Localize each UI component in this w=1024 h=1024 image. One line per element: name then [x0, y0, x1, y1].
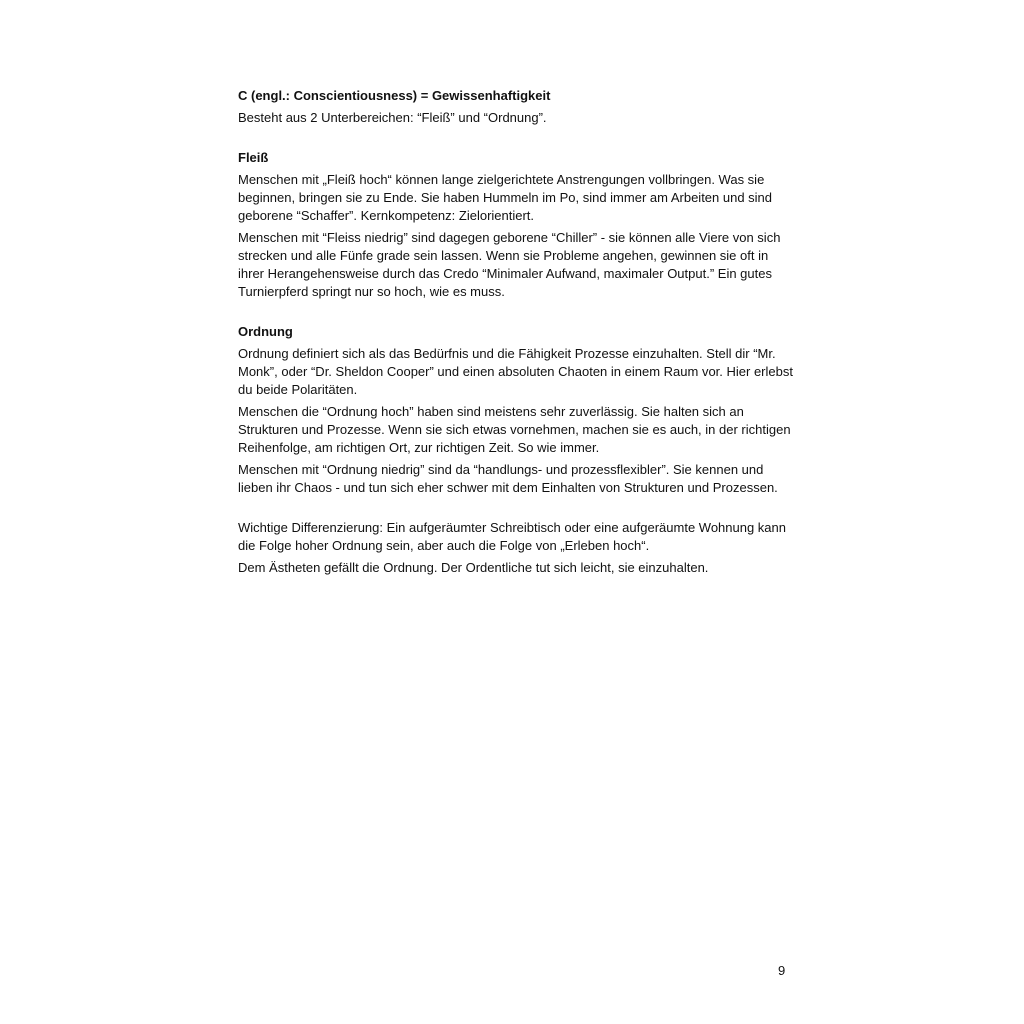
section-c-title: C (engl.: Conscientiousness) = Gewissenhaftigkeit	[238, 88, 551, 103]
ordnung-heading: Ordnung	[238, 324, 293, 339]
page-content	[238, 87, 793, 577]
fleiss-paragraph-1: Menschen mit „Fleiß hoch“ können lange zielgerichtete Anstrengungen vollbringen. Was sie beginnen, bringen sie zu Ende. Sie haben Hummeln im Po, sind immer am Arbeiten und sind geborene “Schaffer”. Kernkompetenz: Zielorientiert.	[238, 172, 773, 223]
differenzierung-paragraph-2: Dem Ästheten gefällt die Ordnung. Der Ordentliche tut sich leicht, sie einzuhalten.	[238, 560, 709, 575]
fleiss-heading: Fleiß	[238, 150, 269, 165]
section-c-intro: Besteht aus 2 Unterbereichen: “Fleiß” und “Ordnung”.	[238, 110, 547, 125]
ordnung-paragraph-2: Menschen die “Ordnung hoch” haben sind meistens sehr zuverlässig. Sie halten sich an Strukturen und Prozesse. Wenn sie sich etwas vornehmen, machen sie es auch, in der richtigen Reihenfolge, am richtigen Ort, zur richtigen Zeit. So wie immer.	[238, 404, 791, 455]
page-number: 9	[778, 963, 786, 978]
ordnung-paragraph-3: Menschen mit “Ordnung niedrig” sind da “handlungs- und prozessflexibler”. Sie kennen und lieben ihr Chaos - und tun sich eher schwer mit dem Einhalten von Strukturen und Prozessen.	[238, 462, 778, 495]
ordnung-paragraph-1: Ordnung definiert sich als das Bedürfnis und die Fähigkeit Prozesse einzuhalten. Stell dir “Mr. Monk”, oder “Dr. Sheldon Cooper” und einen absoluten Chaoten in einem Raum vor. Hier erlebst du beide Polaritäten.	[238, 346, 793, 397]
fleiss-paragraph-2: Menschen mit “Fleiss niedrig” sind dagegen geborene “Chiller” - sie können alle Viere von sich strecken und alle Fünfe grade sein lassen. Wenn sie Probleme angehen, gewinnen sie oft in ihrer Herangehensweise durch das Credo “Minimaler Aufwand, maximaler Output.” Ein gutes Turnierpferd springt nur so hoch, wie es muss.	[238, 230, 781, 299]
differenzierung-paragraph-1: Wichtige Differenzierung: Ein aufgeräumter Schreibtisch oder eine aufgeräumte Wohnung kann die Folge hoher Ordnung sein, aber auch die Folge von „Erleben hoch“.	[238, 520, 786, 553]
